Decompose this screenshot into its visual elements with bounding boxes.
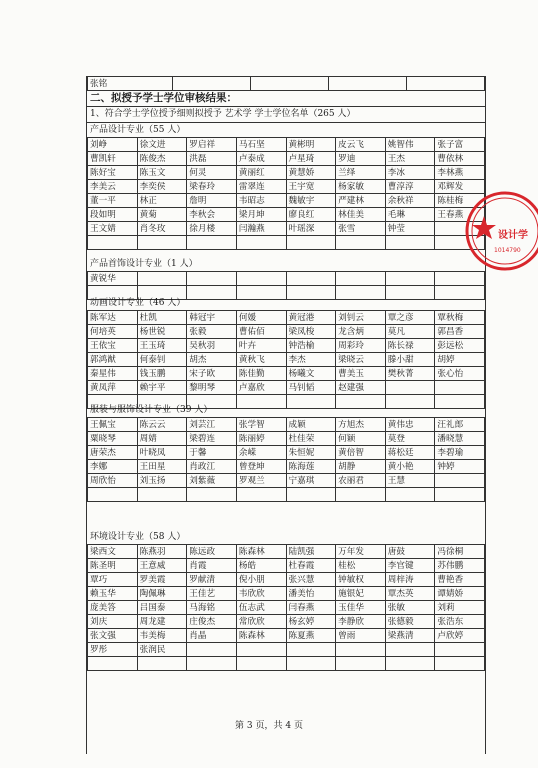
name-cell: 曹依林 <box>435 152 485 166</box>
name-cell: 卢泰成 <box>236 152 286 166</box>
name-cell: 钟莹 <box>385 222 435 236</box>
name-cell: 洪磊 <box>187 152 237 166</box>
name-cell <box>336 643 386 657</box>
name-cell: 莫登 <box>385 432 435 446</box>
name-cell: 龙含炳 <box>336 325 386 339</box>
table-row <box>88 601 485 615</box>
name-cell: 覃杰英 <box>385 587 435 601</box>
name-cell <box>336 236 386 250</box>
name-cell: 刘莉 <box>435 601 485 615</box>
name-cell: 陈长禄 <box>385 339 435 353</box>
table-row <box>88 367 485 381</box>
name-cell <box>435 657 485 671</box>
table-row <box>88 488 485 502</box>
name-cell <box>88 657 138 671</box>
name-cell: 黄菊 <box>137 208 187 222</box>
name-cell: 黄小艳 <box>385 460 435 474</box>
name-cell: 李碧瑜 <box>435 446 485 460</box>
table-row <box>88 615 485 629</box>
svg-text:1014790: 1014790 <box>494 247 521 254</box>
name-cell: 肖晶 <box>187 629 237 643</box>
name-cell: 卢嘉欣 <box>236 381 286 395</box>
name-cell: 陈桂梅 <box>435 194 485 208</box>
name-cell: 杨玄婷 <box>286 615 336 629</box>
name-cell <box>435 395 485 409</box>
name-cell: 唐荣杰 <box>88 446 138 460</box>
name-cell: 桂松 <box>336 559 386 573</box>
name-cell: 陈森林 <box>236 545 286 559</box>
name-cell: 莫凡 <box>385 325 435 339</box>
name-cell: 张学智 <box>236 418 286 432</box>
name-cell: 郭鸿猷 <box>88 353 138 367</box>
name-cell: 成颖 <box>286 418 336 432</box>
table-row <box>88 152 485 166</box>
name-cell <box>88 488 138 502</box>
name-cell: 周欣怡 <box>88 474 138 488</box>
name-cell: 陆凯强 <box>286 545 336 559</box>
name-cell <box>385 643 435 657</box>
name-cell: 曹艳香 <box>435 573 485 587</box>
table-row <box>88 166 485 180</box>
table-row <box>88 236 485 250</box>
name-cell: 陈佳勤 <box>236 367 286 381</box>
table-row <box>88 222 485 236</box>
name-cell: 姚智伟 <box>385 138 435 152</box>
name-cell <box>187 236 237 250</box>
name-cell: 陈俊杰 <box>137 152 187 166</box>
name-cell: 宋子欧 <box>187 367 237 381</box>
name-cell: 钟婷 <box>435 460 485 474</box>
name-cell: 林正 <box>137 194 187 208</box>
name-cell: 罗启祥 <box>187 138 237 152</box>
name-cell <box>336 286 386 300</box>
name-cell: 陈丽婷 <box>236 432 286 446</box>
name-cell <box>385 488 435 502</box>
name-cell: 韦昭志 <box>236 194 286 208</box>
major-name-table <box>87 310 485 409</box>
name-cell <box>286 272 336 286</box>
name-cell: 刘庆 <box>88 615 138 629</box>
name-cell: 刘钊云 <box>336 311 386 325</box>
name-cell: 万年发 <box>336 545 386 559</box>
table-row <box>88 446 485 460</box>
name-cell: 黄慧娇 <box>286 166 336 180</box>
name-cell: 杜春霞 <box>286 559 336 573</box>
name-cell <box>385 236 435 250</box>
name-cell: 钱玉鹏 <box>137 367 187 381</box>
name-cell: 韩冠宇 <box>187 311 237 325</box>
name-cell: 钟浩榆 <box>286 339 336 353</box>
table-row <box>88 474 485 488</box>
name-cell <box>137 272 187 286</box>
table-row <box>88 311 485 325</box>
name-cell: 韦美梅 <box>137 629 187 643</box>
name-cell: 谭婧娇 <box>435 587 485 601</box>
name-cell <box>236 236 286 250</box>
name-cell: 王文婧 <box>88 222 138 236</box>
name-cell: 刘芸江 <box>187 418 237 432</box>
name-cell <box>336 272 386 286</box>
name-cell: 杜凯 <box>137 311 187 325</box>
name-cell: 何灵 <box>187 166 237 180</box>
name-cell: 张文强 <box>88 629 138 643</box>
seal-star-icon <box>472 216 496 239</box>
name-cell <box>435 488 485 502</box>
name-cell: 覃之彦 <box>385 311 435 325</box>
name-cell <box>286 236 336 250</box>
table-row <box>88 418 485 432</box>
name-cell: 李冰 <box>385 166 435 180</box>
name-cell: 李官键 <box>385 559 435 573</box>
name-cell: 朱恒妮 <box>286 446 336 460</box>
name-cell: 马钊韬 <box>286 381 336 395</box>
name-cell: 汪礼郎 <box>435 418 485 432</box>
name-cell: 黄凤萍 <box>88 381 138 395</box>
name-cell: 李林燕 <box>435 166 485 180</box>
name-cell: 胡静 <box>336 460 386 474</box>
name-cell: 张心怡 <box>435 367 485 381</box>
name-cell: 李娜 <box>88 460 138 474</box>
name-cell: 肖政江 <box>187 460 237 474</box>
name-cell: 滕小甜 <box>385 353 435 367</box>
table-row <box>88 353 485 367</box>
name-cell: 雷翠连 <box>236 180 286 194</box>
name-cell: 罗美霞 <box>137 573 187 587</box>
name-cell: 闫瀚燕 <box>236 222 286 236</box>
name-cell: 黄冠港 <box>286 311 336 325</box>
name-cell: 曹美玉 <box>336 367 386 381</box>
name-cell: 邓辉发 <box>435 180 485 194</box>
name-cell: 梁月坤 <box>236 208 286 222</box>
name-cell <box>187 488 237 502</box>
name-cell: 罗献清 <box>187 573 237 587</box>
name-cell: 李静欣 <box>336 615 386 629</box>
name-cell: 周梓涛 <box>385 573 435 587</box>
name-cell: 常欣欣 <box>236 615 286 629</box>
name-cell <box>137 488 187 502</box>
name-cell: 何泰钊 <box>137 353 187 367</box>
name-cell: 覃巧 <box>88 573 138 587</box>
name-cell: 胡婷 <box>435 353 485 367</box>
name-cell: 刘紫薇 <box>187 474 237 488</box>
name-cell: 皮云飞 <box>336 138 386 152</box>
name-cell: 陈云云 <box>137 418 187 432</box>
name-cell: 王意威 <box>137 559 187 573</box>
name-cell: 陈远政 <box>187 545 237 559</box>
name-cell: 兰绎 <box>336 166 386 180</box>
name-cell: 曹淳淳 <box>385 180 435 194</box>
name-cell: 黄秋飞 <box>236 353 286 367</box>
name-cell: 黎明琴 <box>187 381 237 395</box>
name-cell: 王玉琦 <box>137 339 187 353</box>
name-cell <box>286 395 336 409</box>
name-cell: 周龙建 <box>137 615 187 629</box>
name-cell <box>236 488 286 502</box>
name-cell: 王春燕 <box>435 208 485 222</box>
name-cell: 马海铭 <box>187 601 237 615</box>
name-cell: 余秋祥 <box>385 194 435 208</box>
name-cell: 潘晓慧 <box>435 432 485 446</box>
name-cell: 赵建强 <box>336 381 386 395</box>
table-row <box>88 460 485 474</box>
name-cell: 罗彤 <box>88 643 138 657</box>
name-cell: 曾雨 <box>336 629 386 643</box>
page-footer: 第 3 页，共 4 页 <box>235 721 303 731</box>
major-name-table <box>87 544 485 671</box>
name-cell: 陶佩琳 <box>137 587 187 601</box>
table-row <box>88 138 485 152</box>
name-cell: 赖宇平 <box>137 381 187 395</box>
name-cell: 张敏 <box>385 601 435 615</box>
name-cell: 卢星琦 <box>286 152 336 166</box>
name-cell <box>137 657 187 671</box>
name-cell: 伍志武 <box>236 601 286 615</box>
name-cell: 王宇宽 <box>286 180 336 194</box>
table-row <box>88 545 485 559</box>
table-row <box>88 573 485 587</box>
name-cell: 徐文进 <box>137 138 187 152</box>
name-cell: 何颖 <box>336 432 386 446</box>
name-cell <box>137 236 187 250</box>
table-row <box>88 629 485 643</box>
name-cell: 玉佳华 <box>336 601 386 615</box>
name-cell: 刘峥 <box>88 138 138 152</box>
name-cell: 王慧 <box>385 474 435 488</box>
official-seal <box>462 188 538 274</box>
name-cell: 张子富 <box>435 138 485 152</box>
name-cell <box>236 657 286 671</box>
name-cell: 于馨 <box>187 446 237 460</box>
name-cell: 王佳艺 <box>187 587 237 601</box>
name-cell: 潘美怡 <box>286 587 336 601</box>
name-cell <box>286 643 336 657</box>
name-cell: 陈燕羽 <box>137 545 187 559</box>
major-title: 环境设计专业（58 人） <box>90 532 186 542</box>
name-cell: 张润民 <box>137 643 187 657</box>
name-cell: 李秋会 <box>187 208 237 222</box>
table-row <box>88 559 485 573</box>
name-cell: 梁晓云 <box>336 353 386 367</box>
top-name-cell: 张铭 <box>88 77 173 91</box>
name-cell <box>88 236 138 250</box>
section-title: 二、拟授予学士学位审核结果： <box>90 92 237 104</box>
name-cell: 王佩宝 <box>88 418 138 432</box>
name-cell <box>385 657 435 671</box>
name-cell <box>385 381 435 395</box>
svg-text:设计学: 设计学 <box>498 230 528 241</box>
name-cell: 周彩玲 <box>336 339 386 353</box>
name-cell: 黄锐华 <box>88 272 138 286</box>
name-cell: 粟晓琴 <box>88 432 138 446</box>
name-cell: 杨世锐 <box>137 325 187 339</box>
name-cell: 曾登坤 <box>236 460 286 474</box>
name-cell: 罗迪 <box>336 152 386 166</box>
name-cell <box>435 643 485 657</box>
name-cell: 肖霞 <box>187 559 237 573</box>
name-cell: 张德毅 <box>385 615 435 629</box>
name-cell: 梁碧连 <box>187 432 237 446</box>
name-cell: 李奕侯 <box>137 180 187 194</box>
name-cell: 周婧 <box>137 432 187 446</box>
name-cell: 秦星伟 <box>88 367 138 381</box>
name-cell: 梁燕清 <box>385 629 435 643</box>
name-cell: 余嵘 <box>236 446 286 460</box>
table-row <box>88 272 485 286</box>
name-cell: 梁凤梭 <box>286 325 336 339</box>
name-cell <box>286 286 336 300</box>
name-cell: 吕国泰 <box>137 601 187 615</box>
name-cell: 叶瑶深 <box>286 222 336 236</box>
name-cell: 蒋松廷 <box>385 446 435 460</box>
table-row <box>88 381 485 395</box>
name-cell: 陈森林 <box>236 629 286 643</box>
name-cell: 钟敏权 <box>336 573 386 587</box>
name-cell: 罗观兰 <box>236 474 286 488</box>
name-cell <box>336 657 386 671</box>
name-cell: 詹明 <box>187 194 237 208</box>
name-cell: 方旭杰 <box>336 418 386 432</box>
name-cell: 张毅 <box>187 325 237 339</box>
name-cell: 赖玉华 <box>88 587 138 601</box>
name-cell: 杨皓 <box>236 559 286 573</box>
name-cell: 魏敏宇 <box>286 194 336 208</box>
name-cell <box>187 657 237 671</box>
name-cell: 黄伟忠 <box>385 418 435 432</box>
name-cell <box>336 488 386 502</box>
name-cell: 樊秋菁 <box>385 367 435 381</box>
name-cell: 胡杰 <box>187 353 237 367</box>
name-cell <box>286 488 336 502</box>
major-title: 产品首饰设计专业（1 人） <box>90 259 198 269</box>
table-row <box>88 194 485 208</box>
name-cell: 覃秋梅 <box>435 311 485 325</box>
top-name-table <box>87 76 485 91</box>
name-cell: 农丽君 <box>336 474 386 488</box>
table-row <box>88 208 485 222</box>
name-cell: 庄俊杰 <box>187 615 237 629</box>
name-cell: 黄彬明 <box>286 138 336 152</box>
name-cell: 张雪 <box>336 222 386 236</box>
name-cell: 廖良红 <box>286 208 336 222</box>
name-cell <box>385 395 435 409</box>
major-name-table <box>87 417 485 502</box>
name-cell: 郭昌香 <box>435 325 485 339</box>
name-cell: 陈好宝 <box>88 166 138 180</box>
major-title: 服装与服饰设计专业（39 人） <box>90 405 213 415</box>
name-cell: 李美云 <box>88 180 138 194</box>
major-name-table <box>87 137 485 250</box>
name-cell <box>435 286 485 300</box>
name-cell: 徐月楼 <box>187 222 237 236</box>
name-cell: 王杰 <box>385 152 435 166</box>
name-cell: 张浩东 <box>435 615 485 629</box>
name-cell: 吴秋羽 <box>187 339 237 353</box>
name-cell: 何媛 <box>236 311 286 325</box>
name-cell <box>236 286 286 300</box>
name-cell: 陈海莲 <box>286 460 336 474</box>
name-cell: 曹佑佰 <box>236 325 286 339</box>
name-cell: 李杰 <box>286 353 336 367</box>
name-cell: 董一平 <box>88 194 138 208</box>
name-cell <box>286 657 336 671</box>
name-cell: 唐鼓 <box>385 545 435 559</box>
name-cell: 施银妃 <box>336 587 386 601</box>
name-cell: 陈军达 <box>88 311 138 325</box>
name-cell <box>435 474 485 488</box>
name-cell <box>385 272 435 286</box>
name-cell: 杨家敏 <box>336 180 386 194</box>
name-cell: 严建林 <box>336 194 386 208</box>
table-row <box>88 339 485 353</box>
name-cell: 黄倍智 <box>336 446 386 460</box>
name-cell: 韦欣欣 <box>236 587 286 601</box>
name-cell: 杜佳荣 <box>286 432 336 446</box>
name-cell: 冯徐桐 <box>435 545 485 559</box>
section-subtitle: 1、符合学士学位授予细则拟授予 艺术学 学士学位名单（265 人） <box>90 109 356 119</box>
document-frame <box>86 76 486 754</box>
name-cell: 彭远松 <box>435 339 485 353</box>
name-cell: 肖冬玫 <box>137 222 187 236</box>
table-row <box>88 325 485 339</box>
table-row <box>88 180 485 194</box>
name-cell <box>187 272 237 286</box>
name-cell: 马石坚 <box>236 138 286 152</box>
name-cell: 黄丽红 <box>236 166 286 180</box>
name-cell: 苏伟鹏 <box>435 559 485 573</box>
major-title: 动画设计专业（46 人） <box>90 298 186 308</box>
table-row <box>88 643 485 657</box>
name-cell: 陈玉文 <box>137 166 187 180</box>
name-cell: 叶晓凤 <box>137 446 187 460</box>
name-cell: 王田星 <box>137 460 187 474</box>
name-cell <box>385 286 435 300</box>
name-cell: 王依宝 <box>88 339 138 353</box>
name-cell: 倪小朋 <box>236 573 286 587</box>
name-cell: 林佳美 <box>336 208 386 222</box>
name-cell: 毛琳 <box>385 208 435 222</box>
name-cell <box>236 272 286 286</box>
name-cell: 梁春玲 <box>187 180 237 194</box>
name-cell <box>236 395 286 409</box>
name-cell: 何培英 <box>88 325 138 339</box>
name-cell: 刘玉扬 <box>137 474 187 488</box>
name-cell <box>236 643 286 657</box>
major-title: 产品设计专业（55 人） <box>90 125 186 135</box>
name-cell: 卢欣婷 <box>435 629 485 643</box>
name-cell: 庞美答 <box>88 601 138 615</box>
name-cell <box>187 286 237 300</box>
name-cell: 张兴慧 <box>286 573 336 587</box>
name-cell <box>435 381 485 395</box>
name-cell: 梁西文 <box>88 545 138 559</box>
name-cell: 叶卉 <box>236 339 286 353</box>
name-cell: 宁嘉琪 <box>286 474 336 488</box>
name-cell <box>187 643 237 657</box>
table-row <box>88 657 485 671</box>
table-row <box>88 587 485 601</box>
major-name-table <box>87 271 485 300</box>
name-cell: 陈夏燕 <box>286 629 336 643</box>
name-cell: 陈圣明 <box>88 559 138 573</box>
name-cell <box>336 395 386 409</box>
name-cell: 段如明 <box>88 208 138 222</box>
name-cell: 闫春燕 <box>286 601 336 615</box>
table-row <box>88 432 485 446</box>
name-cell: 杨曦文 <box>286 367 336 381</box>
name-cell: 曹凯轩 <box>88 152 138 166</box>
